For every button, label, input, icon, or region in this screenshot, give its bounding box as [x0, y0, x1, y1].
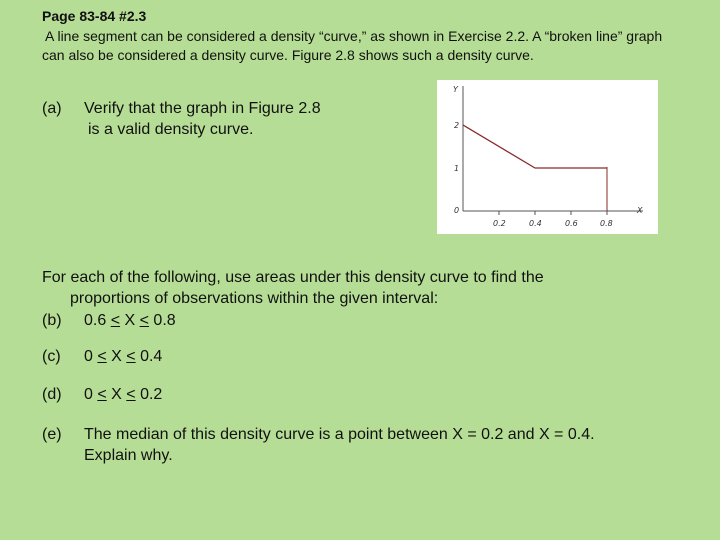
- question-a-label: (a): [42, 100, 62, 117]
- question-d-label: (d): [42, 386, 62, 403]
- density-curve-graph: [437, 80, 658, 234]
- x-tick-label: 0.2: [493, 219, 506, 228]
- question-d-upper: 0.2: [140, 386, 163, 403]
- question-a-text-line2: is a valid density curve.: [88, 121, 254, 138]
- question-b-lower: 0.6: [84, 312, 107, 329]
- question-d-leq-2: <: [126, 386, 136, 403]
- question-d: [42, 384, 162, 405]
- question-e-label: (e): [42, 426, 62, 443]
- question-c-variable: X: [111, 348, 122, 365]
- question-e: [42, 424, 702, 466]
- question-d-leq-1: <: [97, 386, 107, 403]
- question-c-lower: 0: [84, 348, 93, 365]
- density-curve-figure: [437, 80, 658, 234]
- question-a-text-line1: Verify that the graph in Figure 2.8: [84, 100, 321, 117]
- question-c-upper: 0.4: [140, 348, 163, 365]
- question-c-label: (c): [42, 348, 61, 365]
- question-e-text-line2: Explain why.: [84, 447, 173, 464]
- question-d-variable: X: [111, 386, 122, 403]
- question-b-variable: X: [124, 312, 136, 329]
- question-b-leq-1: <: [110, 312, 121, 329]
- question-e-text-line1: The median of this density curve is a point between X = 0.2 and X = 0.4.: [84, 426, 595, 443]
- question-a: [42, 98, 382, 140]
- question-c: [42, 346, 162, 367]
- question-b: [42, 310, 176, 331]
- x-axis-label: X: [637, 206, 643, 215]
- problem-title: Page 83-84 #2.3: [42, 8, 147, 24]
- x-tick-label: 0.4: [529, 219, 542, 228]
- question-b-upper: 0.8: [153, 312, 176, 329]
- instructions-paragraph: [42, 267, 682, 309]
- y-axis-label: Y: [453, 85, 458, 94]
- question-c-leq-2: <: [126, 348, 136, 365]
- instructions-line1: For each of the following, use areas under this density curve to find the: [42, 269, 544, 286]
- question-b-leq-2: <: [139, 312, 149, 329]
- y-tick-label-0: 0: [454, 206, 460, 215]
- instructions-line2: proportions of observations within the given interval:: [70, 290, 439, 307]
- x-tick-label: 0.8: [600, 219, 613, 228]
- question-c-leq-1: <: [97, 348, 107, 365]
- x-tick-label: 0.6: [565, 219, 578, 228]
- problem-intro: [42, 7, 682, 66]
- problem-description: A line segment can be considered a density “curve,” as shown in Exercise 2.2. A “broken line” graph can also be considered a density curve. Figure 2.8 shows such a density curve.: [42, 27, 663, 63]
- y-tick-label-1: 1: [454, 164, 460, 173]
- y-tick-label-2: 2: [454, 121, 460, 130]
- question-d-lower: 0: [84, 386, 93, 403]
- density-curve-line: [463, 125, 607, 168]
- question-b-label: (b): [42, 312, 62, 329]
